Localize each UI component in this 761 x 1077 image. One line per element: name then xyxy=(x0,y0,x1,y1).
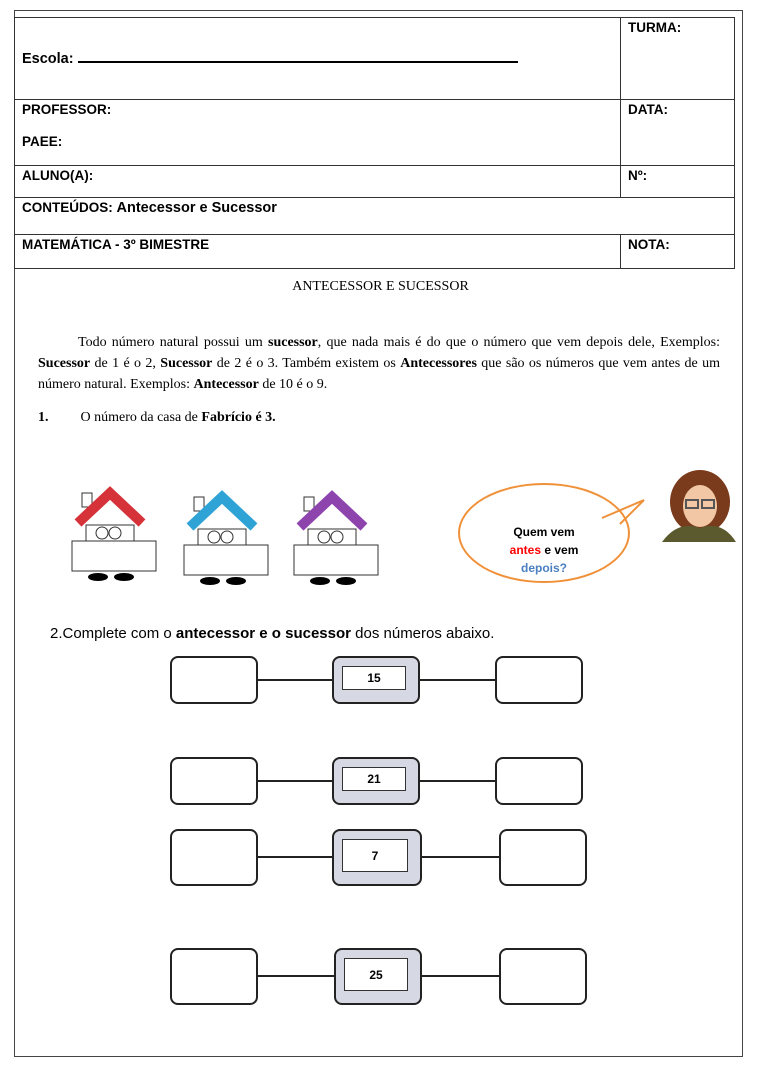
data-label: DATA: xyxy=(621,100,735,166)
conteudos-value: Antecessor e Sucessor xyxy=(116,200,277,216)
sucessor-box[interactable] xyxy=(499,948,587,1005)
materia-label: MATEMÁTICA - 3º BIMESTRE xyxy=(15,235,621,269)
sucessor-box[interactable] xyxy=(499,829,587,886)
conteudos-label: CONTEÚDOS: xyxy=(22,200,113,215)
sucessor-box[interactable] xyxy=(495,757,583,805)
numero-label: Nº: xyxy=(621,166,735,198)
antecessor-box[interactable] xyxy=(170,656,258,704)
antecessor-box[interactable] xyxy=(170,757,258,805)
number-box: 7 xyxy=(332,829,422,886)
paee-label: PAEE: xyxy=(22,134,63,149)
number-box: 21 xyxy=(332,757,420,805)
number-box: 15 xyxy=(332,656,420,704)
nota-label: NOTA: xyxy=(621,235,735,269)
worksheet-title: ANTECESSOR E SUCESSOR xyxy=(292,279,469,294)
houses-illustration xyxy=(60,485,400,585)
question-1: 1. O número da casa de Fabrício é 3. xyxy=(38,410,276,425)
house-icon-purple xyxy=(294,497,378,585)
antecessor-box[interactable] xyxy=(170,948,258,1005)
teacher-avatar xyxy=(658,470,736,542)
question-2: 2.Complete com o antecessor e o sucessor dos números abaixo. xyxy=(50,625,495,642)
escola-label: Escola: xyxy=(22,50,74,67)
intro-paragraph: Todo número natural possui um sucessor, que nada mais é do que o número que vem depois dele, Exemplos: Sucessor de 1 é o 2, Sucessor de 2 é o 3. Também existem os Antecessores que são os números que vem antes de um número natural. Exemplos: Antecessor de 10 é o 9. xyxy=(38,335,720,392)
number-box: 25 xyxy=(334,948,422,1005)
house-icon-red xyxy=(72,493,156,581)
house-icon-blue xyxy=(184,497,268,585)
professor-label: PROFESSOR: xyxy=(22,102,112,117)
sucessor-box[interactable] xyxy=(495,656,583,704)
aluno-label: ALUNO(A): xyxy=(15,166,621,198)
antecessor-box[interactable] xyxy=(170,829,258,886)
header-table xyxy=(14,17,735,269)
speech-bubble: Quem vem antes e vem depois? xyxy=(458,483,630,583)
escola-line xyxy=(78,61,518,63)
turma-label: TURMA: xyxy=(621,18,735,100)
